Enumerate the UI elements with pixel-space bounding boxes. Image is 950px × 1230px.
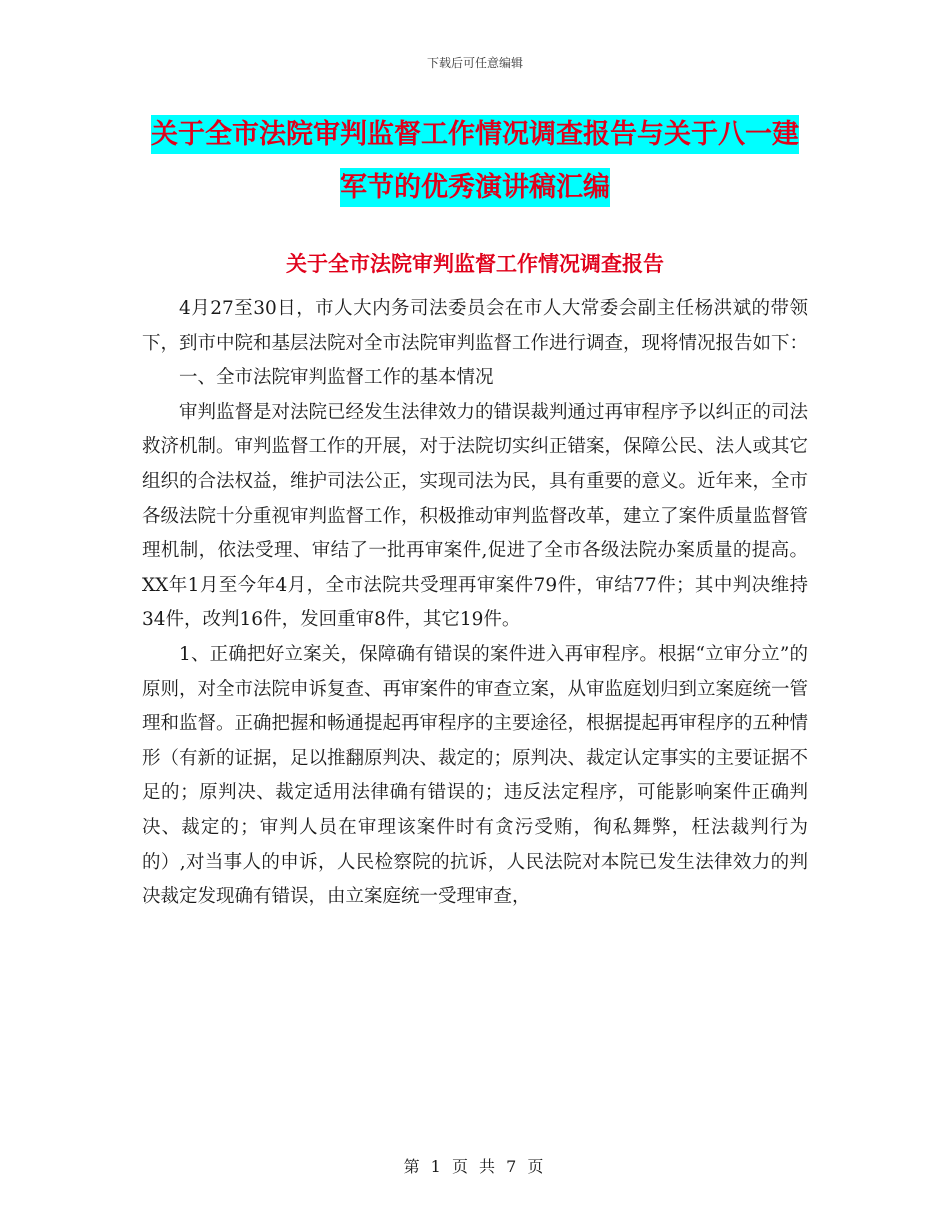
paragraph: 审判监督是对法院已经发生法律效力的错误裁判通过再审程序予以纠正的司法救济机制。审判监督工作的开展，对于法院切实纠正错案，保障公民、法人或其它组织的合法权益，维护司法公正，实现司法为民，具有重要的意义。近年来，全市各级法院十分重视审判监督工作，积极推动审判监督改革，建立了案件质量监督管理机制，依法受理、审结了一批再审案件,促进了全市各级法院办案质量的提高。XX年1月至今年4月，全市法院共受理再审案件79件，审结77件；其中判决维持34件，改判16件，发回重审8件，其它19件。 (142, 401, 809, 631)
document-title-text: 关于全市法院审判监督工作情况调查报告与关于八一建军节的优秀演讲稿汇编 (151, 115, 799, 207)
header-note: 下载后可任意编辑 (426, 56, 523, 70)
paragraph: 4月27至30日，市人大内务司法委员会在市人大常委会副主任杨洪斌的带领下，到市中院和基层法院对全市法院审判监督工作进行调查，现将情况报告如下： (142, 298, 809, 354)
paragraph: 1、正确把好立案关，保障确有错误的案件进入再审程序。根据“立审分立”的原则，对全市法院申诉复查、再审案件的审查立案，从审监庭划归到立案庭统一管理和监督。正确把握和畅通提起再审程序的主要途径，根据提起再审程序的五种情形（有新的证据，足以推翻原判决、裁定的；原判决、裁定认定事实的主要证据不足的；原判决、裁定适用法律确有错误的；违反法定程序，可能影响案件正确判决、裁定的；审判人员在审理该案件时有贪污受贿，徇私舞弊，枉法裁判行为的）,对当事人的申诉，人民检察院的抗诉，人民法院对本院已发生法律效力的判决裁定发现确有错误，由立案庭统一受理审查， (142, 643, 809, 908)
section-title: 关于全市法院审判监督工作情况调查报告 (286, 251, 664, 276)
page-footer: 第 1 页 共 7 页 (403, 1157, 547, 1176)
document-title (150, 108, 800, 214)
paragraph-heading: 一、全市法院审判监督工作的基本情况 (179, 367, 494, 389)
body-text (142, 292, 808, 915)
